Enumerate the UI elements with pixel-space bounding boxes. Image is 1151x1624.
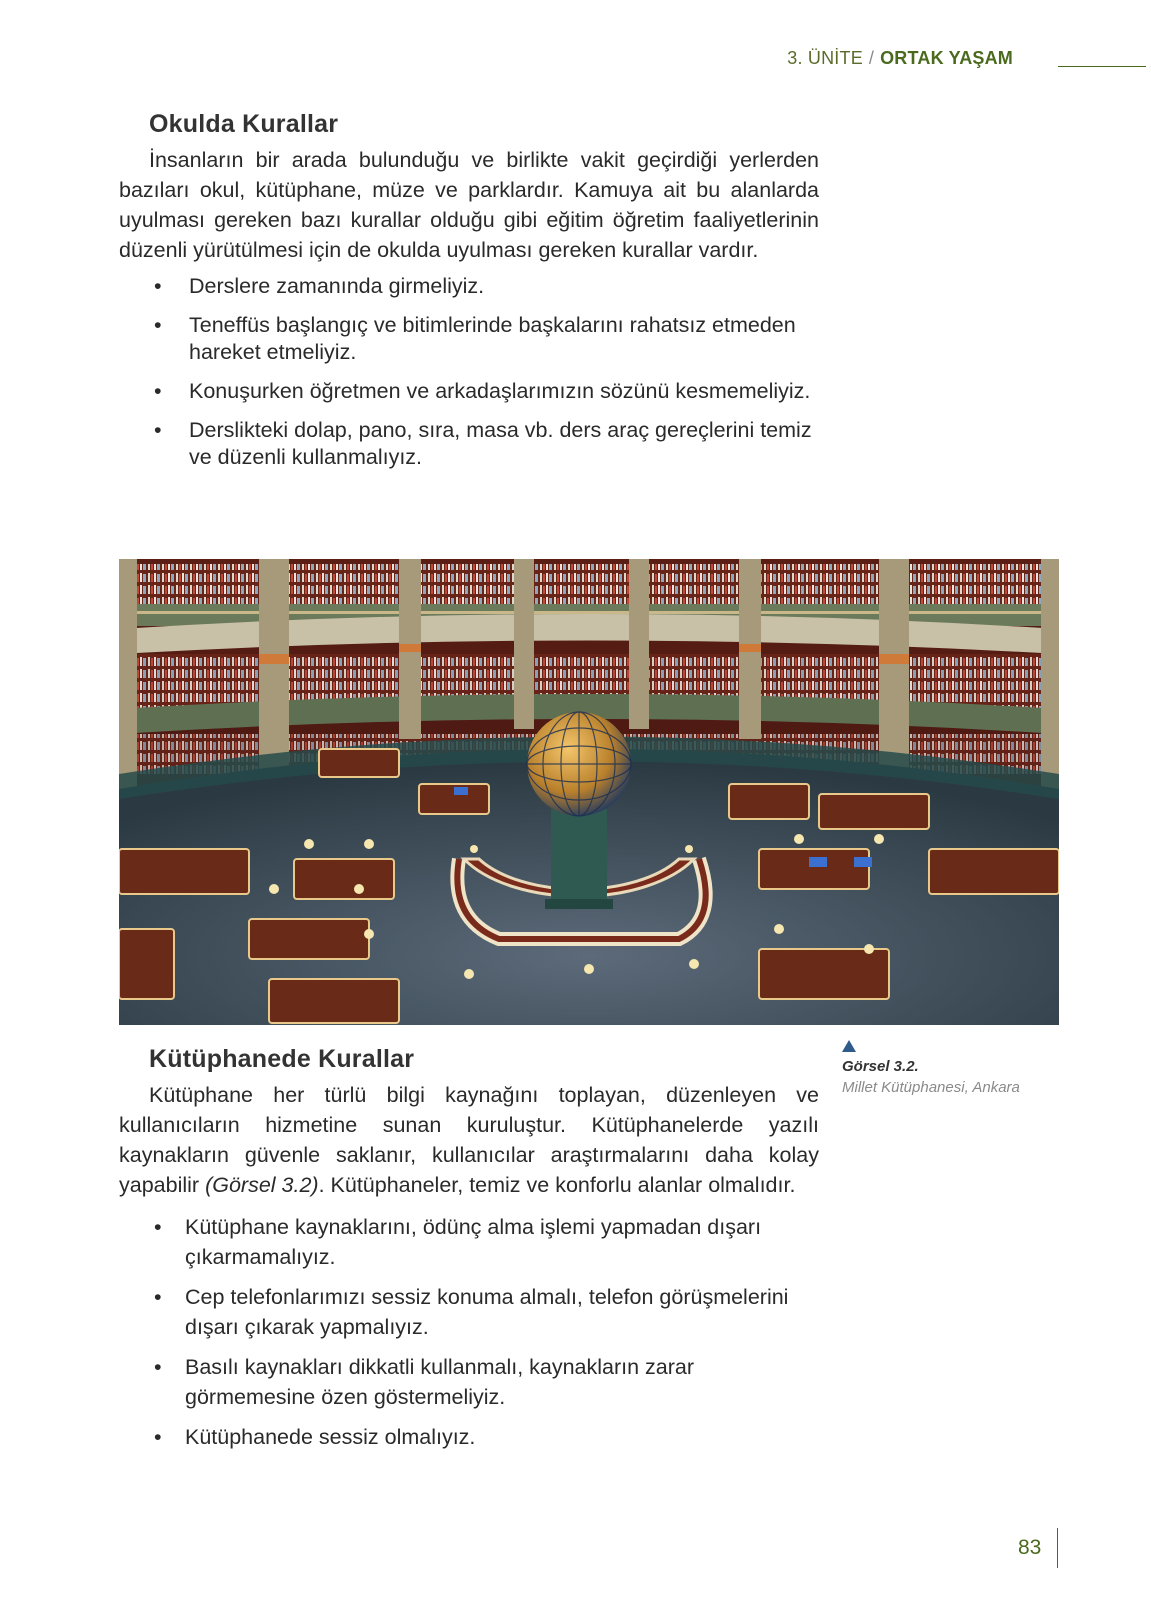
bullet-icon: •: [154, 1215, 162, 1239]
section-library-rules: [119, 1045, 819, 1462]
list-item: • Cep telefonlarımızı sessiz konuma almalı, telefon görüşmelerini dışarı çıkarak yapmalıyız.: [119, 1282, 819, 1342]
rule-list: [119, 1212, 819, 1452]
rule-list: [119, 273, 819, 471]
section-school-rules: [119, 110, 819, 483]
list-item: • Konuşurken öğretmen ve arkadaşlarımızın sözünü kesmemeliyiz.: [154, 379, 811, 403]
page-number-rule: [1057, 1528, 1058, 1568]
bullet-icon: •: [154, 418, 162, 442]
bullet-icon: •: [154, 274, 162, 298]
list-item: • Derslikteki dolap, pano, sıra, masa vb. ders araç gereçlerini temiz ve düzenli kullanmalıyız.: [154, 418, 812, 469]
bullet-icon: •: [154, 1285, 162, 1309]
figure-reference: (Görsel 3.2): [205, 1173, 319, 1197]
list-item: • Derslere zamanında girmeliyiz.: [154, 274, 485, 298]
list-item: • Teneffüs başlangıç ve bitimlerinde başkalarını rahatsız etmeden hareket etmeliyiz.: [154, 313, 796, 364]
section-heading: Kütüphanede Kurallar: [149, 1045, 415, 1073]
running-header: [787, 48, 1013, 69]
figure-description: Millet Kütüphanesi, Ankara: [842, 1079, 1020, 1096]
figure-caption: [842, 1040, 1062, 1096]
library-photo: [119, 559, 1059, 1025]
list-item: • Kütüphane kaynaklarını, ödünç alma işlemi yapmadan dışarı çıkarmamalıyız.: [119, 1212, 819, 1272]
list-item: • Kütüphanede sessiz olmalıyız.: [119, 1422, 819, 1452]
figure-number: Görsel 3.2.: [842, 1058, 919, 1075]
list-item: • Basılı kaynakları dikkatli kullanmalı, kaynakların zarar görmemesine özen göstermeliyiz.: [119, 1352, 819, 1412]
section-paragraph: Kütüphane her türlü bilgi kaynağını toplayan, düzenleyen ve kullanıcıların hizmetine sunan kuruluştur. Kütüphanelerde yazılı kaynakların güvenle saklanır, kullanıcılar araştırmalarını daha kolay yapabilir (Görsel 3.2). Kütüphaneler, temiz ve konforlu alanlar olmalıdır.: [119, 1083, 819, 1197]
section-heading: Okulda Kurallar: [149, 110, 339, 138]
unit-label: 3. ÜNİTE: [787, 48, 863, 68]
bullet-icon: •: [154, 1425, 162, 1449]
bullet-icon: •: [154, 379, 162, 403]
header-rule: [1058, 66, 1146, 67]
bullet-icon: •: [154, 1355, 162, 1379]
header-separator: /: [868, 48, 875, 68]
caption-triangle-icon: [842, 1040, 856, 1052]
unit-title: ORTAK YAŞAM: [880, 48, 1013, 68]
bullet-icon: •: [154, 313, 162, 337]
page-number: 83: [1018, 1536, 1042, 1559]
section-paragraph: İnsanların bir arada bulunduğu ve birlikte vakit geçirdiği yerlerden bazıları okul, kütüphane, müze ve parklardır. Kamuya ait bu alanlarda uyulması gereken bazı kurallar olduğu gibi eğitim öğretim faaliyetlerinin düzenli yürütülmesi için de okulda uyulması gereken kurallar vardır.: [119, 148, 819, 262]
